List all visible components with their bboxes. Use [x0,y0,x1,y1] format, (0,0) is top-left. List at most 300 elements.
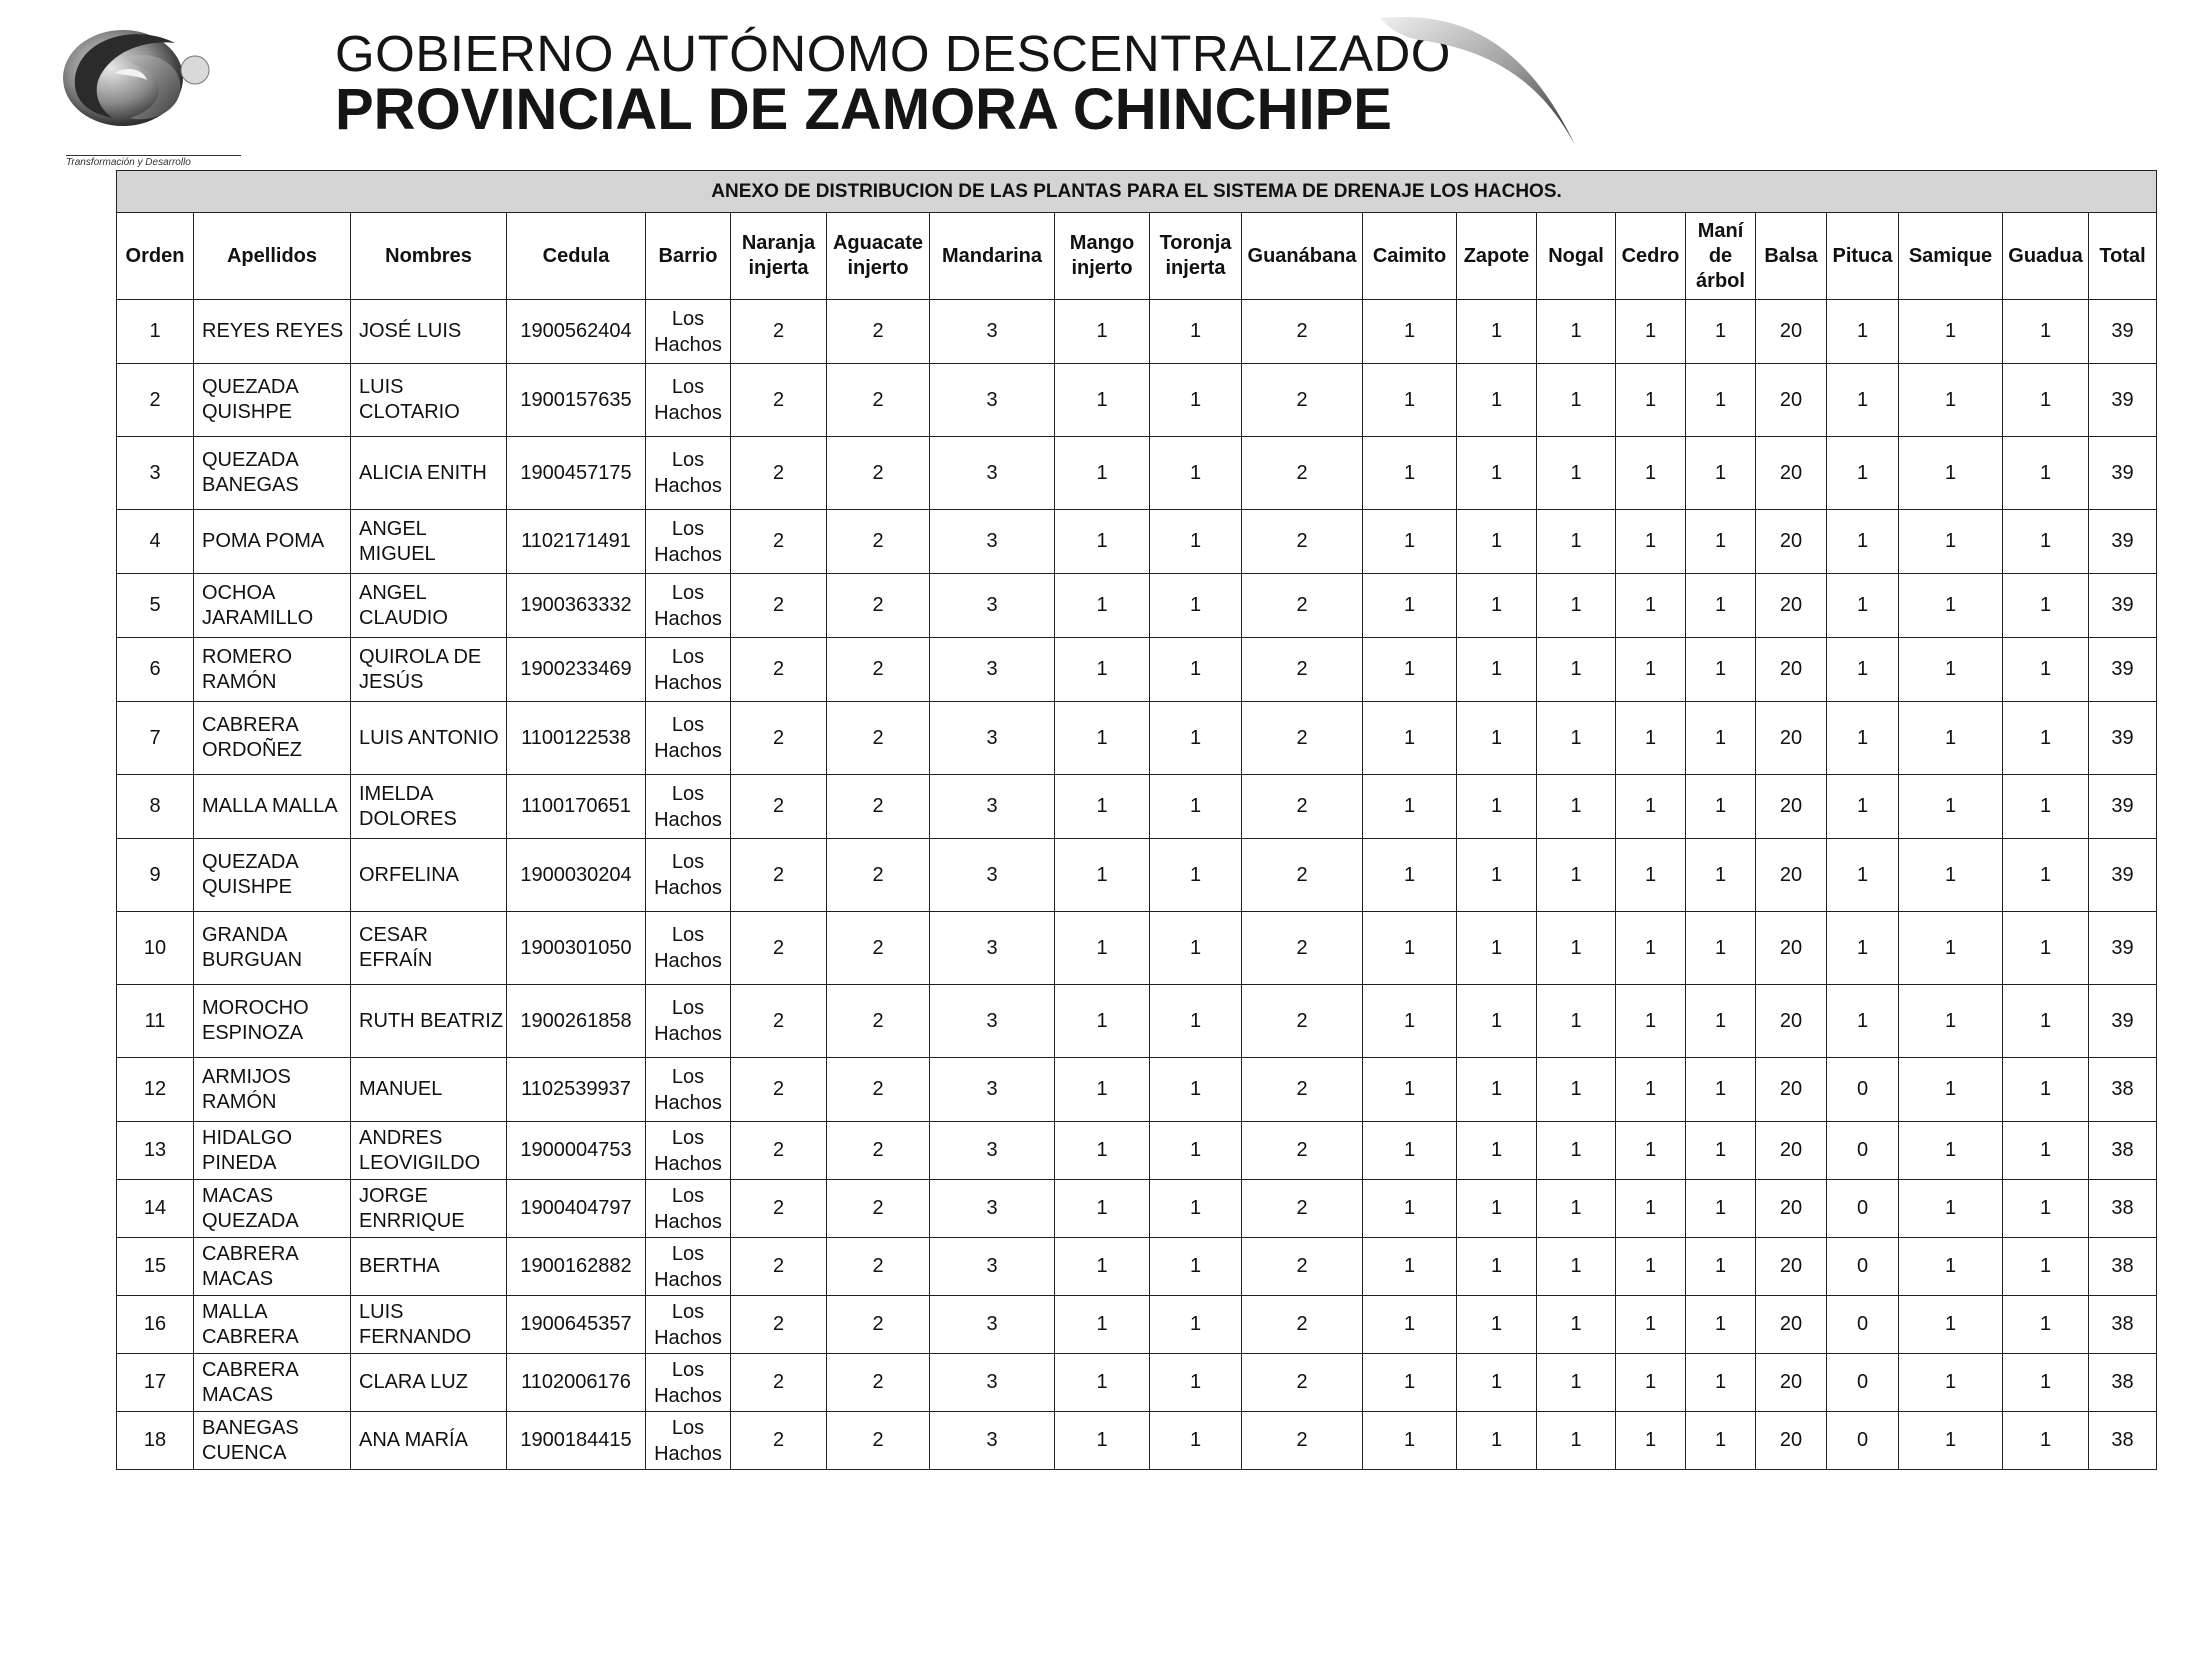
table-cell: 0 [1827,1296,1899,1354]
table-cell: 2 [827,775,930,839]
table-cell: 20 [1756,775,1827,839]
table-cell: 1 [1899,1058,2003,1122]
swoosh-decoration-icon [1380,10,1580,150]
cell-nombres: JORGE ENRRIQUE [351,1180,507,1238]
table-cell: 1 [1899,300,2003,364]
cell-cedula: 1102006176 [507,1354,646,1412]
table-cell: 1 [1616,1122,1686,1180]
table-cell: 1 [1899,985,2003,1058]
column-header: Apellidos [194,213,351,300]
table-cell: 1 [1537,574,1616,638]
table-row [117,1412,2157,1470]
table-cell: 1 [1899,1238,2003,1296]
table-cell: 1 [1899,1296,2003,1354]
table-cell: 1 [1457,364,1537,437]
cell-nombres: ORFELINA [351,839,507,912]
table-cell: 1 [1537,702,1616,775]
table-cell: 1 [1537,638,1616,702]
table-cell: 20 [1756,1122,1827,1180]
cell-barrio: Los Hachos [646,1180,731,1238]
table-cell: 1 [1686,1296,1756,1354]
table-cell: 1 [1899,912,2003,985]
table-row [117,1122,2157,1180]
cell-cedula: 1900233469 [507,638,646,702]
table-cell: 3 [930,437,1055,510]
table-cell: 0 [1827,1122,1899,1180]
cell-barrio: Los Hachos [646,1354,731,1412]
cell-barrio: Los Hachos [646,510,731,574]
table-cell: 1 [1827,437,1899,510]
cell-cedula: 1900261858 [507,985,646,1058]
table-cell: 3 [930,912,1055,985]
table-cell: 1 [1827,300,1899,364]
table-cell: 1 [1686,985,1756,1058]
table-cell: 0 [1827,1058,1899,1122]
table-cell: 1 [1537,1238,1616,1296]
table-cell: 1 [1686,1238,1756,1296]
table-cell: 2 [731,437,827,510]
cell-cedula: 1900030204 [507,839,646,912]
table-cell: 1 [1150,1412,1242,1470]
table-cell: 1 [1055,574,1150,638]
table-cell: 1 [1616,574,1686,638]
table-cell: 1 [117,300,194,364]
table-cell: 1 [2003,437,2089,510]
table-cell: 2 [731,1412,827,1470]
cell-nombres: ANGEL MIGUEL [351,510,507,574]
table-cell: 1 [1363,364,1457,437]
table-cell: 1 [2003,1296,2089,1354]
table-cell: 1 [1827,364,1899,437]
table-cell: 1 [2003,775,2089,839]
table-cell: 2 [1242,1412,1363,1470]
cell-cedula: 1900645357 [507,1296,646,1354]
cell-apellidos: CABRERA MACAS [194,1238,351,1296]
table-cell: 1 [1150,574,1242,638]
cell-apellidos: POMA POMA [194,510,351,574]
table-cell: 2 [1242,1296,1363,1354]
table-cell: 1 [1686,437,1756,510]
table-cell: 1 [2003,1412,2089,1470]
table-cell: 2 [1242,1238,1363,1296]
table-cell: 1 [1827,574,1899,638]
cell-cedula: 1100122538 [507,702,646,775]
column-header: Aguacate injerto [827,213,930,300]
cell-apellidos: MALLA CABRERA [194,1296,351,1354]
table-cell: 10 [117,912,194,985]
table-cell: 1 [1055,1238,1150,1296]
table-cell: 1 [1150,1180,1242,1238]
table-cell: 1 [1457,574,1537,638]
table-caption-row [117,171,2157,213]
table-cell: 1 [1537,1180,1616,1238]
table-cell: 1 [1363,1412,1457,1470]
table-cell: 2 [827,1238,930,1296]
table-cell: 1 [1899,1180,2003,1238]
table-cell: 1 [2003,912,2089,985]
table-cell: 2 [1242,912,1363,985]
table-cell: 1 [1150,1296,1242,1354]
table-cell: 1 [1457,912,1537,985]
table-cell: 2 [1242,1180,1363,1238]
table-cell: 1 [2003,1122,2089,1180]
table-cell: 3 [930,1354,1055,1412]
table-cell: 1 [1537,1296,1616,1354]
cell-cedula: 1900004753 [507,1122,646,1180]
column-header: Samique [1899,213,2003,300]
table-cell: 1 [1537,1058,1616,1122]
table-cell: 1 [1457,1122,1537,1180]
table-cell: 3 [930,775,1055,839]
table-cell: 2 [1242,839,1363,912]
table-cell: 1 [1616,702,1686,775]
cell-nombres: LUIS CLOTARIO [351,364,507,437]
table-cell: 1 [1616,985,1686,1058]
table-row [117,839,2157,912]
table-cell: 1 [2003,1180,2089,1238]
table-cell: 1 [1616,775,1686,839]
cell-cedula: 1102171491 [507,510,646,574]
distribution-table [116,170,2157,1470]
table-cell: 1 [1616,1238,1686,1296]
table-cell: 1 [1686,638,1756,702]
cell-barrio: Los Hachos [646,1296,731,1354]
table-cell: 2 [827,912,930,985]
table-cell: 2 [827,574,930,638]
table-cell: 3 [930,510,1055,574]
table-cell: 1 [1150,510,1242,574]
table-cell: 38 [2089,1122,2157,1180]
table-cell: 3 [930,1058,1055,1122]
table-cell: 1 [1457,510,1537,574]
table-cell: 1 [1899,702,2003,775]
table-cell: 20 [1756,574,1827,638]
cell-cedula: 1900301050 [507,912,646,985]
table-cell: 1 [1616,638,1686,702]
table-cell: 1 [1150,437,1242,510]
table-caption: ANEXO DE DISTRIBUCION DE LAS PLANTAS PARA EL SISTEMA DE DRENAJE LOS HACHOS. [117,171,2157,213]
column-header: Mango injerto [1055,213,1150,300]
table-cell: 1 [1616,1058,1686,1122]
table-cell: 1 [1457,437,1537,510]
table-cell: 2 [731,839,827,912]
table-cell: 2 [731,702,827,775]
table-cell: 38 [2089,1354,2157,1412]
table-cell: 2 [731,1058,827,1122]
cell-barrio: Los Hachos [646,775,731,839]
table-cell: 3 [930,300,1055,364]
table-header-row [117,213,2157,300]
cell-nombres: MANUEL [351,1058,507,1122]
table-cell: 1 [1457,1058,1537,1122]
table-row [117,775,2157,839]
cell-barrio: Los Hachos [646,638,731,702]
table-cell: 1 [1537,912,1616,985]
column-header: Naranja injerta [731,213,827,300]
cell-nombres: JOSÉ LUIS [351,300,507,364]
table-cell: 20 [1756,638,1827,702]
column-header: Cedula [507,213,646,300]
table-cell: 1 [1827,839,1899,912]
table-row [117,702,2157,775]
table-cell: 2 [827,1122,930,1180]
table-cell: 3 [930,1180,1055,1238]
table-cell: 20 [1756,300,1827,364]
table-cell: 1 [2003,574,2089,638]
table-cell: 1 [1457,1238,1537,1296]
table-cell: 2 [827,985,930,1058]
table-cell: 1 [2003,364,2089,437]
table-cell: 2 [827,300,930,364]
table-cell: 1 [1363,1238,1457,1296]
table-row [117,510,2157,574]
table-cell: 1 [1686,702,1756,775]
table-cell: 1 [1150,912,1242,985]
table-cell: 1 [1686,775,1756,839]
table-cell: 0 [1827,1238,1899,1296]
table-cell: 1 [1363,912,1457,985]
table-cell: 2 [827,437,930,510]
table-cell: 1 [1457,300,1537,364]
table-cell: 7 [117,702,194,775]
table-cell: 2 [1242,574,1363,638]
cell-apellidos: QUEZADA QUISHPE [194,839,351,912]
column-header: Guadua [2003,213,2089,300]
tagline-rule [66,155,241,156]
column-header: Barrio [646,213,731,300]
table-cell: 1 [1363,1058,1457,1122]
cell-nombres: ANA MARÍA [351,1412,507,1470]
column-header: Caimito [1363,213,1457,300]
table-row [117,1354,2157,1412]
table-cell: 1 [1686,839,1756,912]
table-cell: 1 [1537,437,1616,510]
table-cell: 14 [117,1180,194,1238]
cell-barrio: Los Hachos [646,1058,731,1122]
cell-apellidos: CABRERA MACAS [194,1354,351,1412]
table-cell: 1 [1150,775,1242,839]
cell-barrio: Los Hachos [646,574,731,638]
table-cell: 1 [1363,702,1457,775]
table-cell: 1 [1686,510,1756,574]
table-cell: 1 [1537,510,1616,574]
table-cell: 39 [2089,300,2157,364]
table-cell: 1 [1055,985,1150,1058]
table-cell: 2 [827,1180,930,1238]
table-cell: 3 [930,638,1055,702]
column-header: Toronja injerta [1150,213,1242,300]
table-cell: 1 [1055,1122,1150,1180]
cell-nombres: BERTHA [351,1238,507,1296]
table-cell: 1 [2003,510,2089,574]
table-cell: 12 [117,1058,194,1122]
table-cell: 3 [930,985,1055,1058]
table-cell: 38 [2089,1238,2157,1296]
table-cell: 1 [1457,638,1537,702]
table-cell: 1 [1457,702,1537,775]
table-cell: 6 [117,638,194,702]
cell-nombres: ANGEL CLAUDIO [351,574,507,638]
table-cell: 2 [1242,638,1363,702]
table-cell: 1 [1616,839,1686,912]
table-cell: 1 [2003,1238,2089,1296]
table-cell: 1 [1150,985,1242,1058]
table-row [117,1238,2157,1296]
table-cell: 8 [117,775,194,839]
column-header: Total [2089,213,2157,300]
table-cell: 2 [1242,1354,1363,1412]
table-cell: 15 [117,1238,194,1296]
cell-barrio: Los Hachos [646,1238,731,1296]
cell-apellidos: REYES REYES [194,300,351,364]
cell-cedula: 1900157635 [507,364,646,437]
cell-cedula: 1900162882 [507,1238,646,1296]
table-cell: 3 [930,1296,1055,1354]
table-cell: 39 [2089,638,2157,702]
table-cell: 1 [1150,1058,1242,1122]
cell-nombres: ALICIA ENITH [351,437,507,510]
column-header: Guanábana [1242,213,1363,300]
table-cell: 1 [1537,364,1616,437]
cell-barrio: Los Hachos [646,702,731,775]
table-cell: 0 [1827,1412,1899,1470]
cell-barrio: Los Hachos [646,985,731,1058]
table-cell: 2 [731,574,827,638]
table-cell: 1 [2003,1354,2089,1412]
table-cell: 2 [1242,1058,1363,1122]
table-cell: 1 [1055,364,1150,437]
table-cell: 3 [117,437,194,510]
table-cell: 1 [1150,364,1242,437]
table-cell: 38 [2089,1296,2157,1354]
table-cell: 1 [1363,1122,1457,1180]
table-cell: 1 [1055,1412,1150,1470]
table-cell: 2 [117,364,194,437]
table-cell: 18 [117,1412,194,1470]
table-cell: 1 [1457,1412,1537,1470]
table-cell: 1 [1150,638,1242,702]
table-cell: 1 [1537,775,1616,839]
table-cell: 2 [827,839,930,912]
table-cell: 1 [1055,1296,1150,1354]
column-header: Orden [117,213,194,300]
table-cell: 1 [1055,1180,1150,1238]
table-cell: 1 [1363,510,1457,574]
table-cell: 1 [1899,1122,2003,1180]
table-cell: 1 [1363,775,1457,839]
table-cell: 3 [930,1238,1055,1296]
table-cell: 2 [827,1354,930,1412]
cell-apellidos: HIDALGO PINEDA [194,1122,351,1180]
table-cell: 1 [1686,912,1756,985]
column-header: Cedro [1616,213,1686,300]
table-cell: 1 [1150,1238,1242,1296]
cell-cedula: 1100170651 [507,775,646,839]
table-cell: 3 [930,702,1055,775]
table-cell: 3 [930,1412,1055,1470]
cell-barrio: Los Hachos [646,912,731,985]
table-cell: 1 [1686,364,1756,437]
table-cell: 2 [731,300,827,364]
table-cell: 1 [1899,638,2003,702]
table-cell: 1 [1899,437,2003,510]
table-cell: 1 [1150,300,1242,364]
cell-barrio: Los Hachos [646,300,731,364]
table-cell: 1 [1827,702,1899,775]
table-cell: 1 [1537,985,1616,1058]
table-cell: 1 [1537,839,1616,912]
column-header: Nombres [351,213,507,300]
table-cell: 1 [2003,1058,2089,1122]
table-cell: 1 [1363,300,1457,364]
cell-barrio: Los Hachos [646,437,731,510]
tagline: Transformación y Desarrollo [66,157,191,168]
table-cell: 1 [1537,1354,1616,1412]
table-cell: 1 [1055,510,1150,574]
table-cell: 2 [731,510,827,574]
cell-nombres: CESAR EFRAÍN [351,912,507,985]
cell-apellidos: GRANDA BURGUAN [194,912,351,985]
table-cell: 1 [1899,510,2003,574]
table-cell: 20 [1756,1412,1827,1470]
table-cell: 39 [2089,912,2157,985]
table-cell: 1 [1686,1180,1756,1238]
table-cell: 2 [731,775,827,839]
table-cell: 1 [1616,1296,1686,1354]
cell-nombres: RUTH BEATRIZ [351,985,507,1058]
table-cell: 1 [1055,1058,1150,1122]
table-cell: 1 [1686,1122,1756,1180]
table-row [117,912,2157,985]
table-cell: 2 [1242,775,1363,839]
table-cell: 1 [1055,300,1150,364]
table-cell: 20 [1756,985,1827,1058]
table-row [117,364,2157,437]
table-row [117,1058,2157,1122]
cell-barrio: Los Hachos [646,839,731,912]
table-cell: 1 [1363,574,1457,638]
cell-apellidos: QUEZADA BANEGAS [194,437,351,510]
table-cell: 1 [1616,1180,1686,1238]
table-cell: 39 [2089,839,2157,912]
table-cell: 1 [1899,839,2003,912]
table-cell: 2 [731,1296,827,1354]
table-cell: 2 [731,638,827,702]
table-cell: 1 [1457,1354,1537,1412]
table-cell: 1 [1537,1412,1616,1470]
table-cell: 1 [1899,364,2003,437]
header-title-line1: GOBIERNO AUTÓNOMO DESCENTRALIZADO [335,25,1451,82]
table-cell: 1 [1827,775,1899,839]
table-cell: 1 [1827,510,1899,574]
table-cell: 1 [1899,1354,2003,1412]
column-header: Nogal [1537,213,1616,300]
cell-apellidos: ARMIJOS RAMÓN [194,1058,351,1122]
table-cell: 1 [1055,839,1150,912]
column-header: Pituca [1827,213,1899,300]
column-header: Zapote [1457,213,1537,300]
table-cell: 1 [1363,985,1457,1058]
table-cell: 1 [2003,638,2089,702]
gad-zamora-logo-icon [55,18,215,133]
cell-cedula: 1900404797 [507,1180,646,1238]
table-cell: 3 [930,364,1055,437]
cell-apellidos: MACAS QUEZADA [194,1180,351,1238]
table-cell: 38 [2089,1058,2157,1122]
table-cell: 1 [1150,702,1242,775]
cell-cedula: 1900562404 [507,300,646,364]
table-cell: 1 [1686,300,1756,364]
